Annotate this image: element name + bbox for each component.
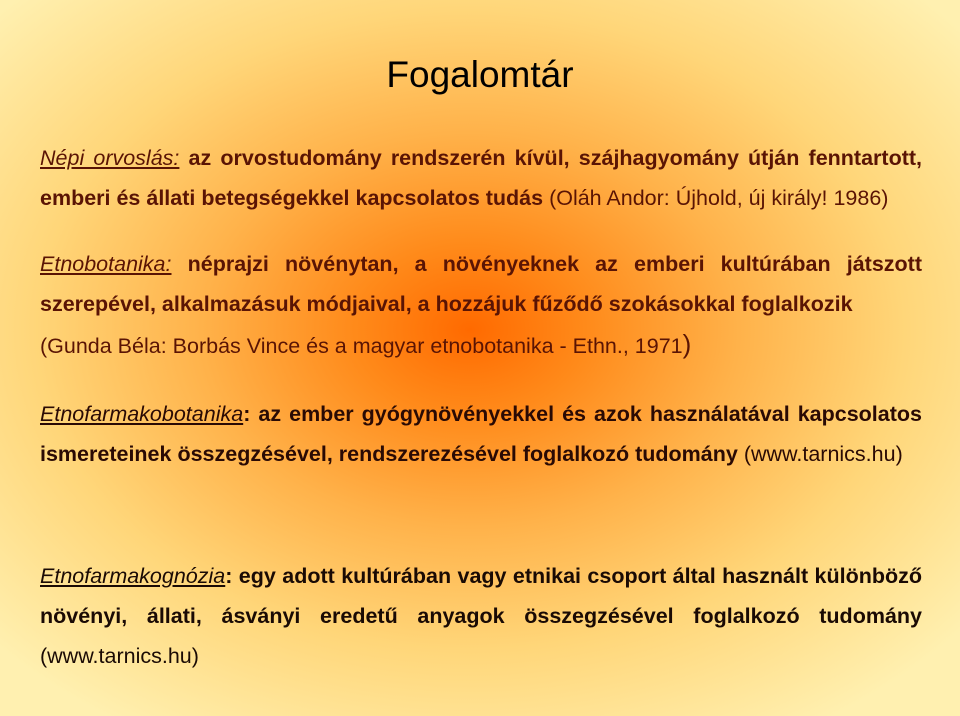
entry-source: (Oláh Andor: Újhold, új király! 1986) <box>543 186 889 210</box>
entry-source: (www.tarnics.hu) <box>737 442 903 466</box>
entry-source: (www.tarnics.hu) <box>40 644 199 668</box>
glossary-entry-etnofarmakognozia <box>40 556 922 676</box>
entry-term: Etnofarmakobotanika <box>40 402 244 426</box>
entry-term: Etnofarmakognózia <box>40 564 226 588</box>
entry-source-close: ) <box>682 329 692 359</box>
glossary-entry-nepi-orvoslas <box>40 138 922 218</box>
entry-definition: néprajzi növénytan, a növényeknek az emberi kultúrában játszott szerepével, alkalmazásuk módjaival, a hozzájuk fűződő szokásokkal foglalkozik <box>40 252 922 316</box>
page-title: Fogalomtár <box>386 54 574 95</box>
entry-source-line <box>40 324 922 366</box>
entry-term: Népi orvoslás: <box>40 146 180 170</box>
entry-definition: : egy adott kultúrában vagy etnikai csoport által használt különböző növényi, állati, ásványi eredetű anyagok összegzésével foglalkozó tudomány <box>40 564 922 628</box>
entry-source: (Gunda Béla: Borbás Vince és a magyar etnobotanika - Ethn., 1971 <box>40 334 683 358</box>
entry-definition: az orvostudomány rendszerén kívül, szájhagyomány útján fenntartott, emberi és állati betegségekkel kapcsolatos tudás <box>40 146 922 210</box>
entry-term: Etnobotanika: <box>40 252 172 276</box>
entry-definition: : az ember gyógynövényekkel és azok használatával kapcsolatos ismereteinek összegzésével, rendszerezésével foglalkozó tudomány <box>40 402 922 466</box>
glossary-entry-etnobotanika <box>40 244 922 366</box>
glossary-entry-etnofarmakobotanika <box>40 394 922 474</box>
